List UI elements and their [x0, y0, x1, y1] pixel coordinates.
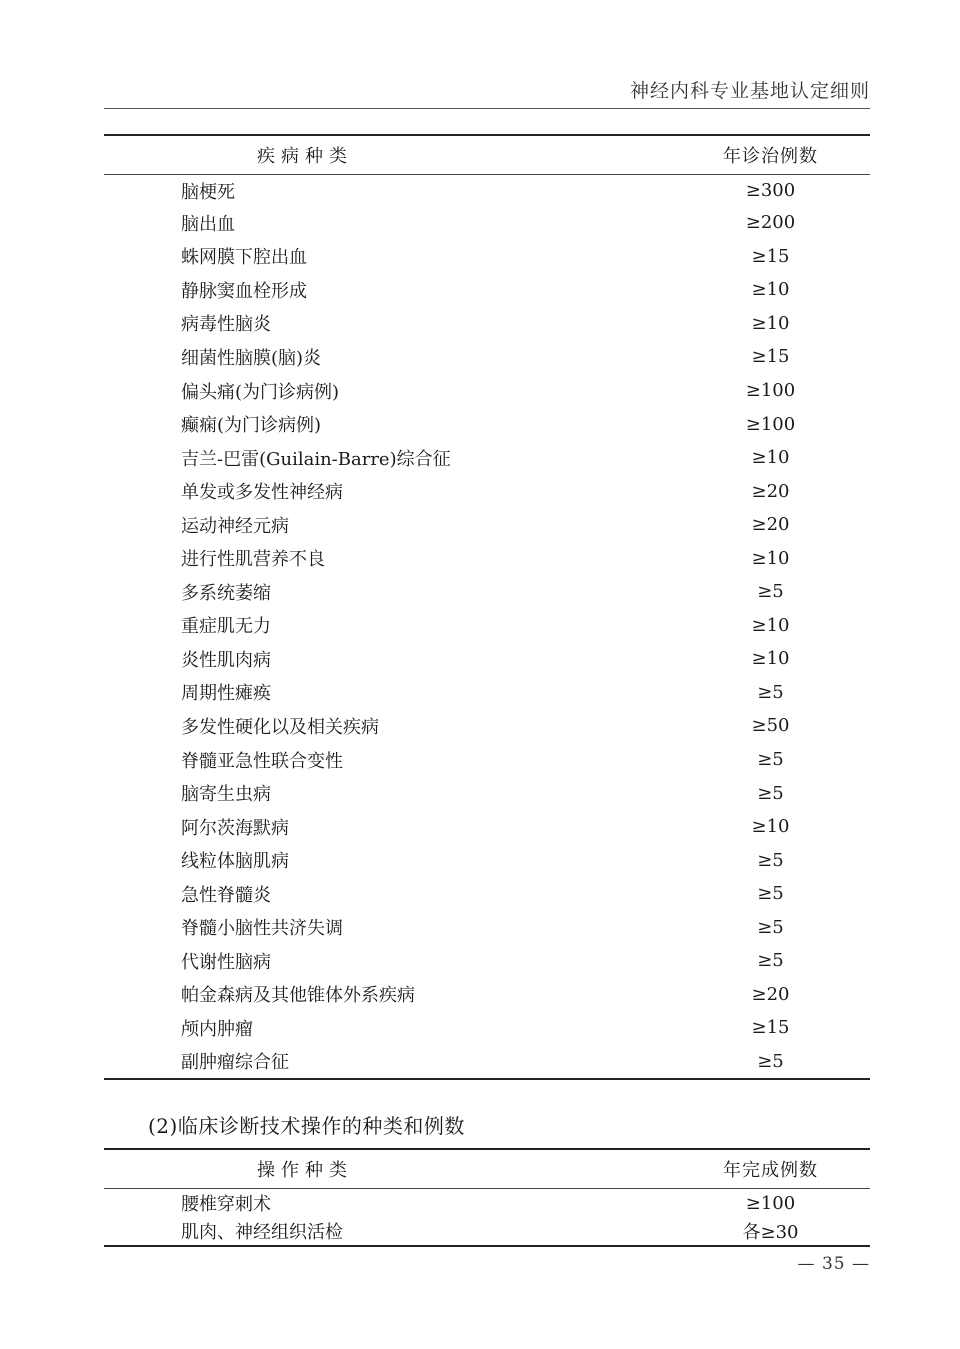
table-row: [104, 1011, 870, 1045]
row-name-cell: 副肿瘤综合征: [181, 1052, 289, 1074]
row-count-cell: ≥50: [751, 715, 790, 737]
table-row: [104, 1189, 870, 1218]
row-name-cell: 静脉窦血栓形成: [181, 280, 307, 302]
row-count-cell: ≥10: [751, 279, 790, 301]
table-row: [104, 810, 870, 844]
table-row: [104, 508, 870, 542]
column-header-disease: 疾病种类: [257, 146, 353, 167]
row-count-cell: ≥10: [751, 447, 790, 469]
table-row: [104, 273, 870, 307]
row-count-cell: ≥10: [751, 816, 790, 838]
row-count-cell: ≥5: [757, 916, 784, 938]
row-count-cell: ≥200: [745, 212, 796, 234]
row-name-cell: 进行性肌营养不良: [181, 549, 325, 571]
table-row: [104, 910, 870, 944]
row-count-cell: ≥100: [745, 380, 796, 401]
table-header-row: [104, 135, 870, 175]
row-count-cell: ≥5: [757, 1050, 784, 1072]
row-name-cell: 颅内肿瘤: [181, 1018, 253, 1040]
running-header-title: 神经内科专业基地认定细则: [629, 80, 870, 102]
row-name-cell: 病毒性脑炎: [181, 314, 271, 336]
row-name-cell: 肌肉、神经组织活检: [181, 1222, 343, 1243]
table-row: [104, 1045, 870, 1080]
row-name-cell: 周期性瘫痪: [181, 683, 271, 705]
row-name-cell: 蛛网膜下腔出血: [181, 247, 307, 269]
table-row: [104, 944, 870, 978]
table-row: [104, 474, 870, 508]
table-row: [104, 340, 870, 374]
row-name-cell: 癫痫(为门诊病例): [181, 415, 322, 437]
table-row: [104, 175, 870, 207]
row-count-cell: ≥20: [751, 480, 790, 502]
row-name-cell: 多系统萎缩: [181, 582, 271, 604]
row-count-cell: ≥20: [751, 983, 790, 1005]
row-count-cell: ≥5: [757, 749, 784, 771]
header-rule: [104, 108, 870, 109]
table-row: [104, 877, 870, 911]
table-row: [104, 676, 870, 710]
row-count-cell: ≥10: [751, 547, 790, 569]
table-row: [104, 709, 870, 743]
row-count-cell: ≥20: [751, 514, 790, 536]
disease-cases-table: [104, 134, 870, 1080]
row-count-cell: ≥5: [757, 581, 784, 603]
table-header-row: [104, 1149, 870, 1189]
table-row: [104, 642, 870, 676]
page-number: — 35 —: [797, 1254, 870, 1274]
row-name-cell: 炎性肌肉病: [181, 649, 271, 671]
table-row: [104, 776, 870, 810]
row-count-cell: ≥5: [757, 681, 784, 703]
row-count-cell: ≥10: [751, 648, 790, 670]
row-name-cell: 多发性硬化以及相关疾病: [181, 716, 379, 738]
table-row: [104, 743, 870, 777]
column-header-annual-cases: 年诊治例数: [723, 146, 818, 167]
row-name-cell: 急性脊髓炎: [181, 884, 271, 906]
row-count-cell: ≥300: [745, 180, 796, 201]
row-name-cell: 脊髓小脑性共济失调: [181, 918, 343, 940]
row-name-cell: 脑梗死: [181, 181, 235, 203]
table-row: [104, 441, 870, 475]
row-name-cell: 运动神经元病: [181, 515, 289, 537]
row-count-cell: ≥10: [751, 312, 790, 334]
row-count-cell: 各≥30: [742, 1222, 799, 1243]
row-name-cell: 吉兰-巴雷(Guilain-Barre)综合征: [181, 448, 451, 470]
row-name-cell: 腰椎穿刺术: [181, 1194, 271, 1215]
row-name-cell: 脊髓亚急性联合变性: [181, 750, 343, 772]
row-name-cell: 帕金森病及其他锥体外系疾病: [181, 985, 415, 1007]
row-name-cell: 线粒体脑肌病: [181, 851, 289, 873]
row-name-cell: 脑寄生虫病: [181, 784, 271, 806]
table-row: [104, 240, 870, 274]
table-row: [104, 206, 870, 240]
row-name-cell: 代谢性脑病: [181, 951, 271, 973]
row-count-cell: ≥15: [751, 346, 790, 368]
row-count-cell: ≥15: [751, 1017, 790, 1039]
row-count-cell: ≥5: [757, 950, 784, 972]
row-name-cell: 重症肌无力: [181, 616, 271, 638]
column-header-operation: 操作种类: [257, 1160, 353, 1181]
table-row: [104, 843, 870, 877]
section-heading: (2)临床诊断技术操作的种类和例数: [148, 1114, 465, 1138]
row-count-cell: ≥10: [751, 614, 790, 636]
column-header-annual-completed: 年完成例数: [723, 1160, 818, 1181]
row-count-cell: ≥100: [745, 413, 796, 435]
row-count-cell: ≥5: [757, 849, 784, 871]
row-count-cell: ≥5: [757, 782, 784, 804]
row-name-cell: 阿尔茨海默病: [181, 817, 289, 839]
table-row: [104, 978, 870, 1012]
row-count-cell: ≥15: [751, 245, 790, 267]
procedure-cases-table: [104, 1148, 870, 1247]
table-row: [104, 541, 870, 575]
table-row: [104, 609, 870, 643]
row-name-cell: 脑出血: [181, 213, 235, 235]
table-row: [104, 407, 870, 441]
table-row: [104, 1217, 870, 1246]
table-row: [104, 307, 870, 341]
row-name-cell: 偏头痛(为门诊病例): [181, 381, 340, 403]
row-count-cell: ≥5: [757, 883, 784, 905]
row-count-cell: ≥100: [745, 1192, 796, 1214]
table-row: [104, 575, 870, 609]
row-name-cell: 单发或多发性神经病: [181, 482, 343, 504]
table-row: [104, 374, 870, 408]
row-name-cell: 细菌性脑膜(脑)炎: [181, 347, 322, 369]
